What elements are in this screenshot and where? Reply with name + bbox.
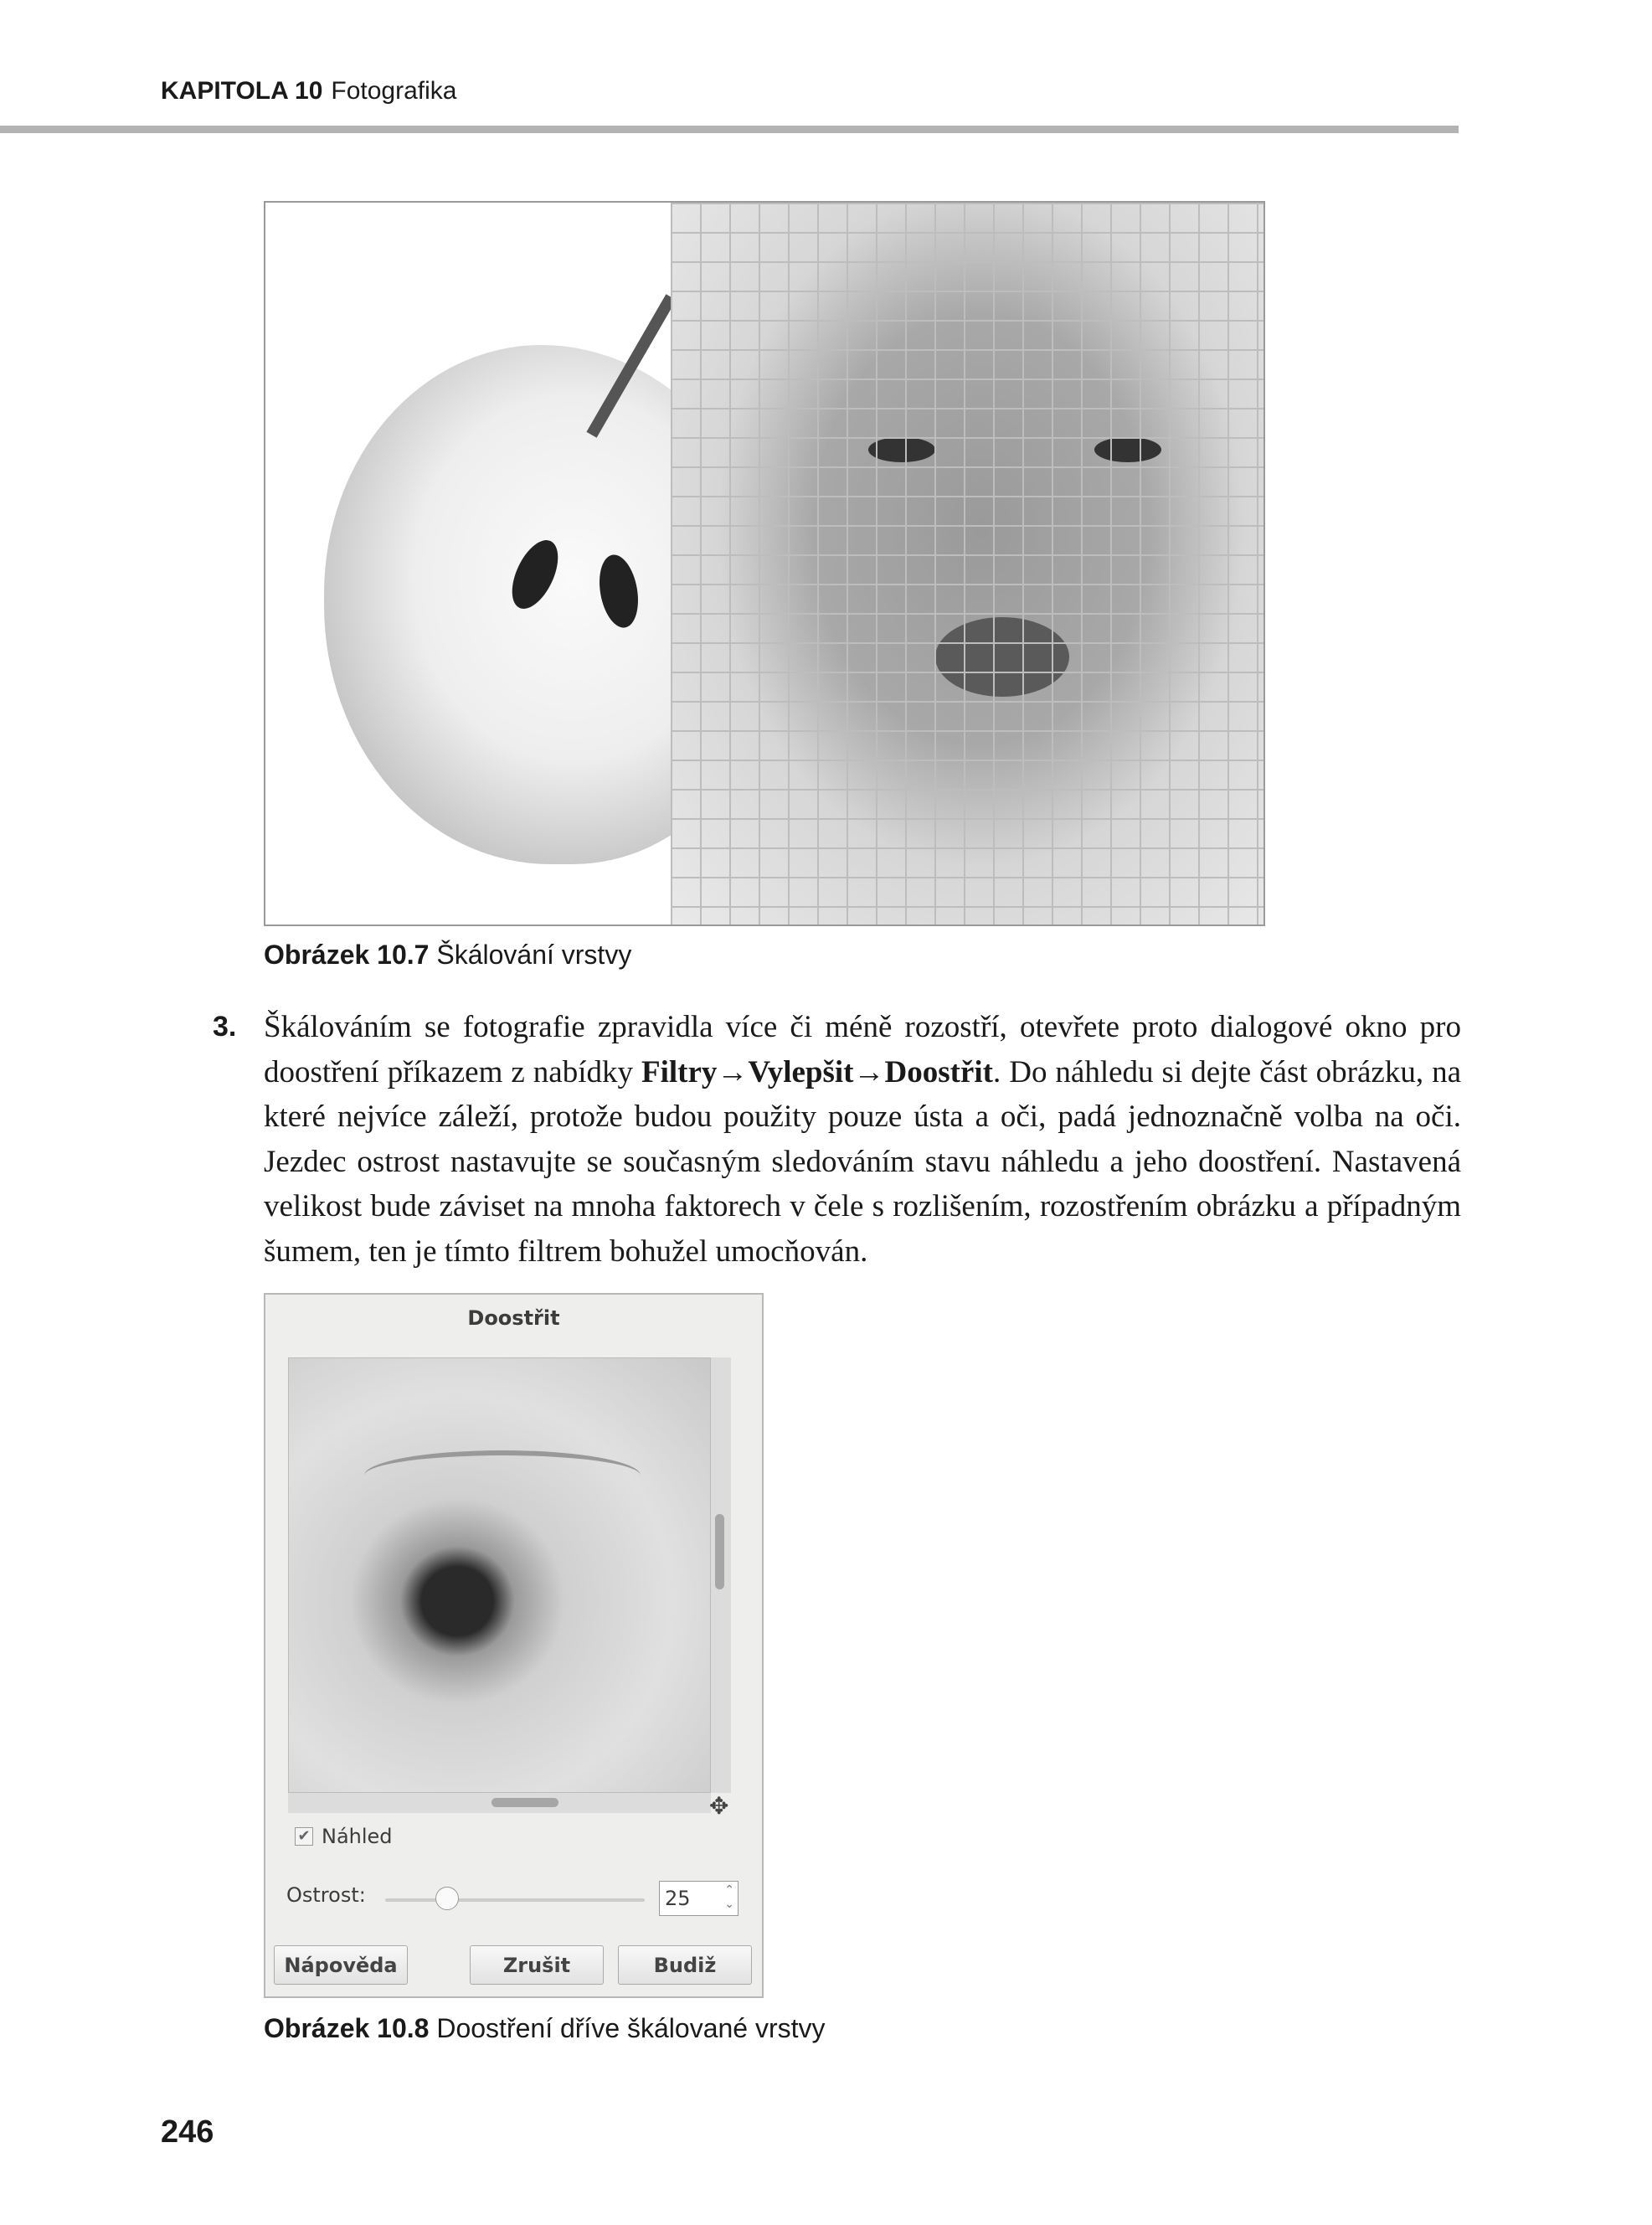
vertical-scroll-thumb[interactable] xyxy=(715,1514,724,1589)
sharpness-slider-handle[interactable] xyxy=(435,1887,459,1910)
sharpness-spinbox[interactable] xyxy=(659,1881,739,1916)
sharpen-dialog xyxy=(264,1293,764,1998)
paragraph-text: Škálováním se fotografie zpravidla více či méně rozostří, otevřete proto dialogové okno pro doostření příkazem z nabídky xyxy=(264,1010,1461,1089)
ok-button[interactable]: Budiž xyxy=(618,1945,752,1985)
preview-checkbox[interactable] xyxy=(295,1825,393,1848)
spin-arrows-icon[interactable]: ⌃ ⌄ xyxy=(724,1883,734,1911)
preview-area[interactable] xyxy=(288,1357,711,1793)
transform-grid[interactable] xyxy=(671,203,1265,926)
preview-label: Náhled xyxy=(322,1825,393,1848)
page-number: 246 xyxy=(161,2114,214,2150)
chapter-title: Fotografika xyxy=(331,77,457,105)
eyebrow xyxy=(364,1450,641,1501)
paragraph-text: . Do náhledu si dejte část obrázku, na které nejvíce záleží, protože budou použity pouze ústa a oči, padá jednoznačně volba na oči. Jezdec ostrost nastavujte se současným sledováním stavu náhledu a jeho doostření. Nastavená velikost bude záviset na mnoha faktorech v čele s rozlišením, rozostřením obrázku a případným šumem, ten je tímto filtrem bohužel umocňován. xyxy=(264,1054,1461,1269)
header-rule xyxy=(0,126,1459,133)
caption-text: Škálování vrstvy xyxy=(436,940,632,970)
figure-caption xyxy=(264,940,631,971)
caption-label: Obrázek 10.7 xyxy=(264,940,430,970)
figure-layer-scaling xyxy=(264,201,1265,926)
list-number: 3. xyxy=(213,1011,237,1043)
body-paragraph xyxy=(264,1005,1461,1274)
caption-label: Obrázek 10.8 xyxy=(264,2013,430,2043)
cancel-button[interactable]: Zrušit xyxy=(470,1945,604,1985)
sharpness-label: Ostrost: xyxy=(286,1883,366,1907)
caption-text: Doostření dříve škálované vrstvy xyxy=(436,2013,826,2043)
dialog-title: Doostřit xyxy=(467,1306,560,1330)
figure-caption xyxy=(264,2013,826,2044)
help-button[interactable]: Nápověda xyxy=(274,1945,408,1985)
running-header xyxy=(161,77,456,106)
menu-path: Filtry→Vylepšit→Doostřit xyxy=(641,1054,993,1089)
sharpness-value[interactable]: 25 xyxy=(665,1887,691,1910)
checkbox-check-icon[interactable]: ✔ xyxy=(295,1827,313,1846)
move-icon[interactable]: ✥ xyxy=(709,1792,729,1820)
chapter-label: KAPITOLA 10 xyxy=(161,77,323,105)
sharpness-slider[interactable] xyxy=(385,1898,645,1902)
horizontal-scroll-thumb[interactable] xyxy=(491,1798,558,1807)
